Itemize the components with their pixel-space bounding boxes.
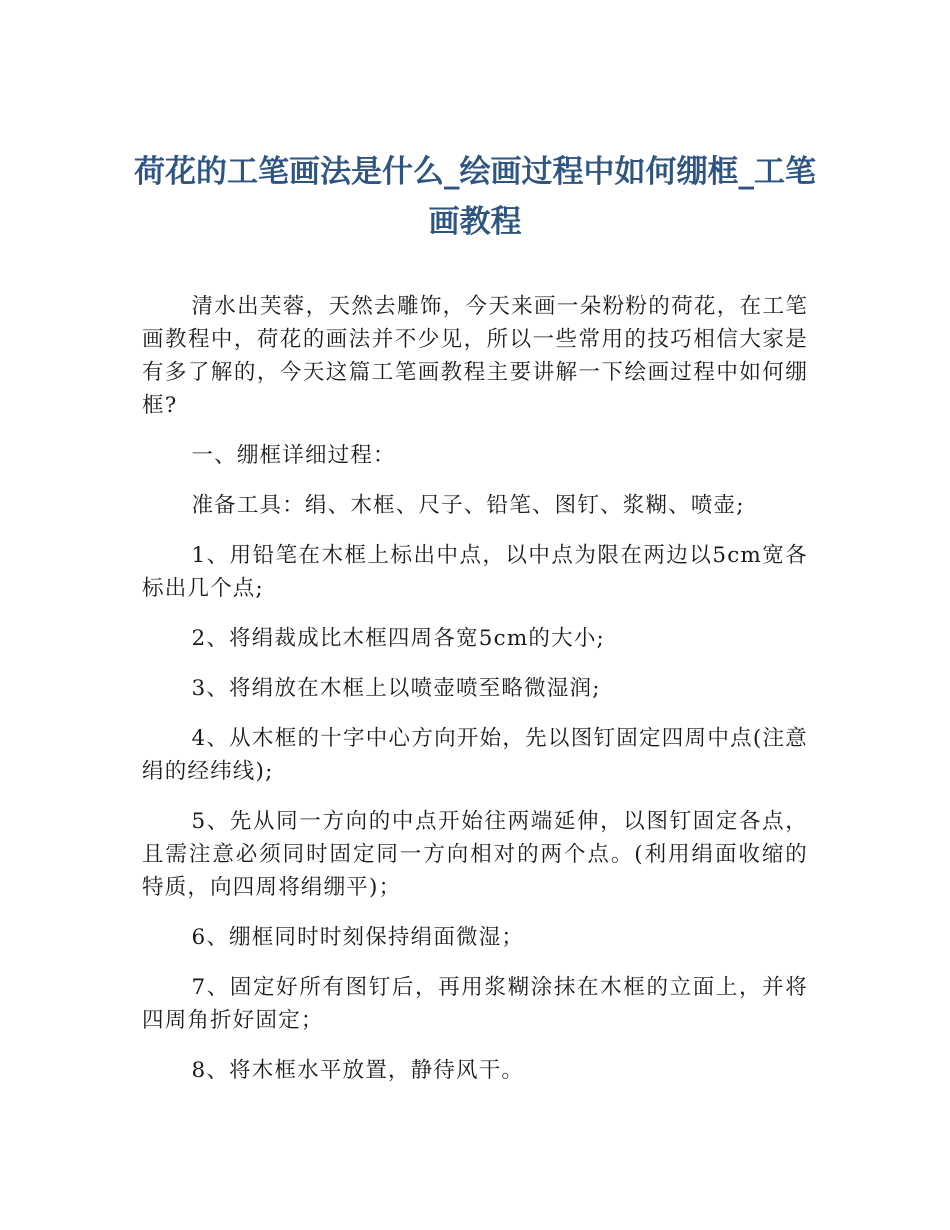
step-6-paragraph: 6、绷框同时时刻保持绢面微湿； [191,925,525,950]
step-1-paragraph: 1、用铅笔在木框上标出中点，以中点为限在两边以5cm宽各标出几个点; [142,543,808,601]
step-4-paragraph: 4、从木框的十字中心方向开始，先以图钉固定四周中点(注意绢的经纬线); [142,726,808,784]
step-3-paragraph: 3、将绢放在木框上以喷壶喷至略微湿润; [191,676,601,701]
document-body [142,290,808,1104]
step-5-paragraph: 5、先从同一方向的中点开始往两端延伸，以图钉固定各点，且需注意必须同时固定同一方向相对的两个点。(利用绢面收缩的特质，向四周将绢绷平)； [142,809,808,900]
section-heading: 一、绷框详细过程： [191,443,396,468]
step-8-paragraph: 8、将木框水平放置，静待风干。 [191,1058,525,1083]
document-title: 荷花的工笔画法是什么_绘画过程中如何绷框_工笔画教程 [134,154,816,240]
intro-paragraph: 清水出芙蓉，天然去雕饰，今天来画一朵粉粉的荷花，在工笔画教程中，荷花的画法并不少见，所以一些常用的技巧相信大家是有多了解的，今天这篇工笔画教程主要讲解一下绘画过程中如何绷框? [142,294,808,418]
step-7-paragraph: 7、固定好所有图钉后，再用浆糊涂抹在木框的立面上，并将四周角折好固定； [142,975,808,1033]
step-2-paragraph: 2、将绢裁成比木框四周各宽5cm的大小; [191,626,605,651]
tools-paragraph: 准备工具：绢、木框、尺子、铅笔、图钉、浆糊、喷壶; [191,493,745,518]
